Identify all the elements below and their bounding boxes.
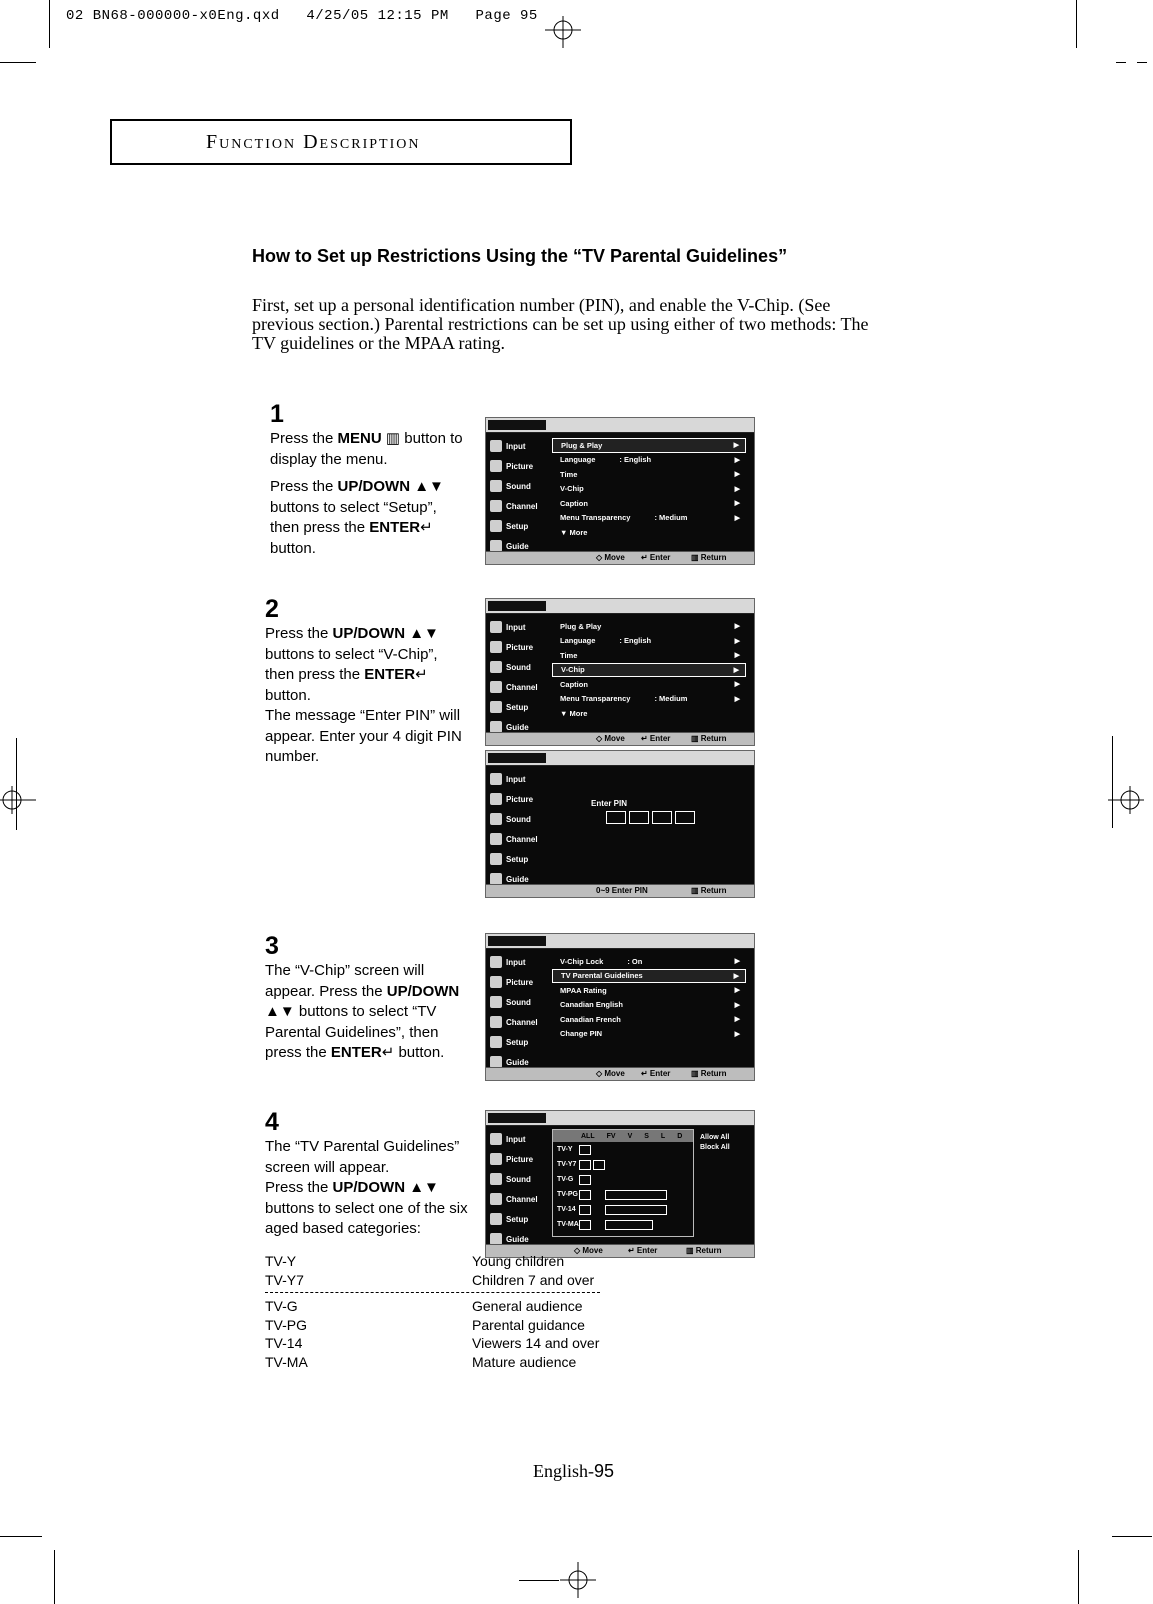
step-2 <box>265 595 470 775</box>
menu-icon: ▥ <box>385 430 401 447</box>
lock-box <box>605 1220 653 1230</box>
setup-icon <box>490 520 502 532</box>
intro-paragraph: First, set up a personal identification number (PIN), and enable the V-Chip. (See previous section.) Parental restrictions can be set up using either of two methods: The TV guidelines or the MPAA rating. <box>252 295 869 353</box>
tv-sidebar-item: Sound <box>490 992 552 1012</box>
crop-mark <box>49 0 50 48</box>
rating-row: TV-Y Young children <box>265 1253 565 1269</box>
lock-box <box>579 1220 591 1230</box>
tv-sidebar-item: Sound <box>490 809 552 829</box>
tv-menu-row: Time ▶ <box>560 469 740 479</box>
tv-sidebar <box>490 436 552 556</box>
guidelines-row: TV-14 <box>553 1202 693 1217</box>
section-header <box>110 119 572 165</box>
tv-menu-row: Plug & Play ▶ <box>552 438 746 453</box>
tv-sidebar <box>490 952 552 1072</box>
tv-screen-parental-guidelines <box>485 1110 755 1258</box>
setup-icon <box>490 853 502 865</box>
registration-mark-icon <box>0 782 36 818</box>
lock-box <box>593 1160 605 1170</box>
tv-sidebar-item: Channel <box>490 677 552 697</box>
tv-sidebar-item: Sound <box>490 657 552 677</box>
tv-footer: 0~9 Enter PIN ▥ Return <box>486 884 754 897</box>
tv-menu-list <box>552 954 746 1041</box>
tv-sidebar-item: Input <box>490 617 552 637</box>
channel-icon <box>490 681 502 693</box>
tv-sidebar-item: Channel <box>490 1189 552 1209</box>
arrow-right-icon: ▶ <box>734 637 740 645</box>
tv-menu-row: V-Chip ▶ <box>552 663 746 678</box>
tv-sidebar-item: Picture <box>490 1149 552 1169</box>
step-number: 3 <box>265 932 279 960</box>
tv-menu-row: Menu Transparency : Medium ▶ <box>560 694 740 704</box>
setup-icon <box>490 1213 502 1225</box>
setup-icon <box>490 701 502 713</box>
tv-menu-row: Caption ▶ <box>560 498 740 508</box>
enter-icon: ↵ <box>415 666 428 683</box>
ratings-table <box>265 1252 600 1371</box>
tv-sidebar-item: Input <box>490 1129 552 1149</box>
sound-icon <box>490 480 502 492</box>
tv-sidebar-item: Sound <box>490 476 552 496</box>
tv-menu-row: Caption ▶ <box>560 679 740 689</box>
arrow-right-icon: ▶ <box>734 1001 740 1009</box>
tv-sidebar-item: Guide <box>490 536 552 556</box>
tv-sidebar-item: Sound <box>490 1169 552 1189</box>
tv-sidebar-item: Input <box>490 769 552 789</box>
arrow-right-icon: ▶ <box>734 456 740 464</box>
tv-footer: ◇ Move ↵ Enter ▥ Return <box>486 732 754 745</box>
rating-row: TV-G General audience <box>265 1298 583 1314</box>
tv-sidebar-item: Picture <box>490 972 552 992</box>
lock-box <box>579 1205 591 1215</box>
channel-icon <box>490 1193 502 1205</box>
guidelines-row: TV-MA <box>553 1217 693 1232</box>
arrow-right-icon: ▶ <box>734 695 740 703</box>
allow-block-options: Allow All Block All <box>700 1134 730 1151</box>
tv-sidebar-item: Guide <box>490 1052 552 1072</box>
arrow-right-icon: ▶ <box>734 500 740 508</box>
tv-menu-row: Change PIN ▶ <box>560 1029 740 1039</box>
tv-footer: ◇ Move ↵ Enter ▥ Return <box>486 551 754 564</box>
guidelines-row: TV-PG <box>553 1187 693 1202</box>
registration-mark-icon <box>1108 782 1144 818</box>
tv-sidebar-item: Input <box>490 952 552 972</box>
tv-screen-vchip-selected <box>485 598 755 746</box>
tv-menu-row: Menu Transparency : Medium ▶ <box>560 513 740 523</box>
pin-digit-box <box>652 811 672 824</box>
picture-icon <box>490 1153 502 1165</box>
arrow-right-icon: ▶ <box>734 681 740 689</box>
step-number: 1 <box>270 400 284 428</box>
tv-sidebar-item: Setup <box>490 516 552 536</box>
tv-titlebar <box>486 751 754 766</box>
crop-mark <box>54 1550 55 1604</box>
rating-row: TV-PG Parental guidance <box>265 1316 585 1333</box>
file-slug: 02 BN68-000000-x0Eng.qxd 4/25/05 12:15 PM Page 95 <box>66 8 538 24</box>
guidelines-header: ALL FV V S L D <box>553 1130 693 1142</box>
input-icon <box>490 440 502 452</box>
channel-icon <box>490 500 502 512</box>
tv-titlebar <box>486 934 754 949</box>
tv-footer: ◇ Move ↵ Enter ▥ Return <box>486 1067 754 1080</box>
input-icon <box>490 1133 502 1145</box>
step-instructions: Press the UP/DOWN ▲▼ buttons to select “V-Chip”, then press the ENTER↵ button. The message “Enter PIN” will appear. Enter your 4 digit PIN number. <box>265 625 462 765</box>
crop-mark <box>1078 1550 1079 1604</box>
crop-mark <box>1116 62 1126 63</box>
tv-screen-vchip-menu <box>485 933 755 1081</box>
sound-icon <box>490 661 502 673</box>
lock-box <box>605 1190 667 1200</box>
dashed-divider <box>265 1292 600 1293</box>
page-heading: How to Set up Restrictions Using the “TV Parental Guidelines” <box>252 246 788 266</box>
tv-sidebar-item: Setup <box>490 1032 552 1052</box>
picture-icon <box>490 641 502 653</box>
tv-sidebar-item: Picture <box>490 637 552 657</box>
tv-sidebar-item: Channel <box>490 829 552 849</box>
step-1 <box>270 400 470 566</box>
tv-sidebar-item: Setup <box>490 1209 552 1229</box>
step-instructions: The “V-Chip” screen will appear. Press the UP/DOWN ▲▼ buttons to select “TV Parental Guidelines”, then press the ENTER↵ button. <box>265 962 460 1061</box>
crop-mark <box>1137 62 1147 63</box>
setup-icon <box>490 1036 502 1048</box>
crop-mark <box>1076 0 1077 48</box>
enter-icon: ↵ <box>420 519 433 536</box>
arrow-right-icon: ▶ <box>734 471 740 479</box>
lock-box <box>579 1175 591 1185</box>
pin-prompt: Enter PIN <box>591 799 628 808</box>
arrow-right-icon: ▶ <box>734 514 740 522</box>
enter-icon: ↵ <box>381 1044 395 1061</box>
lock-box <box>579 1145 591 1155</box>
tv-menu-list <box>552 438 746 540</box>
rating-row: TV-MA Mature audience <box>265 1353 577 1370</box>
tv-menu-row: MPAA Rating ▶ <box>560 985 740 995</box>
tv-menu-row: Time ▶ <box>560 650 740 660</box>
tv-footer: ◇ Move ↵ Enter ▥ Return <box>486 1244 754 1257</box>
tv-menu-list <box>552 619 746 721</box>
arrow-right-icon: ▶ <box>734 987 740 995</box>
tv-sidebar-item: Picture <box>490 456 552 476</box>
tv-titlebar <box>486 1111 754 1126</box>
tv-sidebar <box>490 1129 552 1249</box>
step-number: 2 <box>265 595 279 623</box>
tv-sidebar-item: Guide <box>490 717 552 737</box>
arrow-right-icon: ▶ <box>734 958 740 966</box>
arrow-right-icon: ▶ <box>734 652 740 660</box>
lock-box <box>579 1190 591 1200</box>
tv-sidebar-item: Setup <box>490 697 552 717</box>
picture-icon <box>490 793 502 805</box>
tv-sidebar-item: Guide <box>490 869 552 889</box>
picture-icon <box>490 460 502 472</box>
tv-menu-row: Plug & Play ▶ <box>560 621 740 631</box>
picture-icon <box>490 976 502 988</box>
tv-menu-row: V-Chip ▶ <box>560 484 740 494</box>
tv-sidebar-item: Channel <box>490 496 552 516</box>
pin-digit-box <box>675 811 695 824</box>
tv-sidebar-item: Channel <box>490 1012 552 1032</box>
sound-icon <box>490 813 502 825</box>
step-3 <box>265 932 470 1071</box>
step-instructions: Press the MENU ▥ button to display the menu. Press the UP/DOWN ▲▼ buttons to select “Setup”, then press the ENTER↵ button. <box>270 430 463 557</box>
input-icon <box>490 621 502 633</box>
crop-mark <box>519 1580 559 1581</box>
guidelines-row: TV-G <box>553 1172 693 1187</box>
guidelines-grid <box>552 1129 694 1237</box>
arrow-right-icon: ▶ <box>734 1030 740 1038</box>
tv-sidebar <box>490 769 552 889</box>
tv-menu-row: Language : English ▶ <box>560 636 740 646</box>
tv-sidebar-item: Guide <box>490 1229 552 1249</box>
tv-sidebar-item: Setup <box>490 849 552 869</box>
tv-titlebar <box>486 418 754 433</box>
tv-menu-row: TV Parental Guidelines ▶ <box>552 969 746 984</box>
tv-screen-setup-menu <box>485 417 755 565</box>
registration-mark-icon <box>560 1562 596 1598</box>
rating-row: TV-14 Viewers 14 and over <box>265 1335 600 1351</box>
tv-menu-row: Language : English ▶ <box>560 455 740 465</box>
lock-box <box>605 1205 667 1215</box>
step-instructions: The “TV Parental Guidelines” screen will appear. Press the UP/DOWN ▲▼ buttons to select one of the six aged based categories: <box>265 1138 468 1237</box>
input-icon <box>490 773 502 785</box>
crop-mark <box>1112 1536 1152 1537</box>
pin-digit-box <box>629 811 649 824</box>
crop-mark <box>0 1536 42 1537</box>
arrow-right-icon: ▶ <box>734 485 740 493</box>
guidelines-row: TV-Y7 <box>553 1157 693 1172</box>
tv-sidebar <box>490 617 552 737</box>
tv-menu-row: ▼ More <box>560 708 588 718</box>
tv-menu-row: Canadian English ▶ <box>560 1000 740 1010</box>
input-icon <box>490 956 502 968</box>
section-title: Function Description <box>206 131 421 153</box>
registration-mark-icon <box>545 12 581 48</box>
tv-sidebar-item: Picture <box>490 789 552 809</box>
tv-titlebar <box>486 599 754 614</box>
channel-icon <box>490 1016 502 1028</box>
crop-mark <box>0 62 36 63</box>
guidelines-row: TV-Y <box>553 1142 693 1157</box>
arrow-right-icon: ▶ <box>733 666 739 674</box>
arrow-right-icon: ▶ <box>734 623 740 631</box>
page-number: English-95 <box>533 1461 615 1481</box>
rating-row: TV-Y7 Children 7 and over <box>265 1271 595 1288</box>
arrow-right-icon: ▶ <box>733 972 739 980</box>
channel-icon <box>490 833 502 845</box>
tv-menu-row: ▼ More <box>560 527 588 537</box>
pin-digit-box <box>606 811 626 824</box>
arrow-right-icon: ▶ <box>733 442 739 450</box>
tv-screen-enter-pin <box>485 750 755 898</box>
sound-icon <box>490 1173 502 1185</box>
tv-menu-row: V-Chip Lock : On ▶ <box>560 956 740 966</box>
sound-icon <box>490 996 502 1008</box>
step-4 <box>265 1108 470 1247</box>
arrow-right-icon: ▶ <box>734 1016 740 1024</box>
lock-box <box>579 1160 591 1170</box>
tv-menu-row: Canadian French ▶ <box>560 1014 740 1024</box>
pin-boxes <box>606 811 695 824</box>
tv-sidebar-item: Input <box>490 436 552 456</box>
step-number: 4 <box>265 1108 279 1136</box>
